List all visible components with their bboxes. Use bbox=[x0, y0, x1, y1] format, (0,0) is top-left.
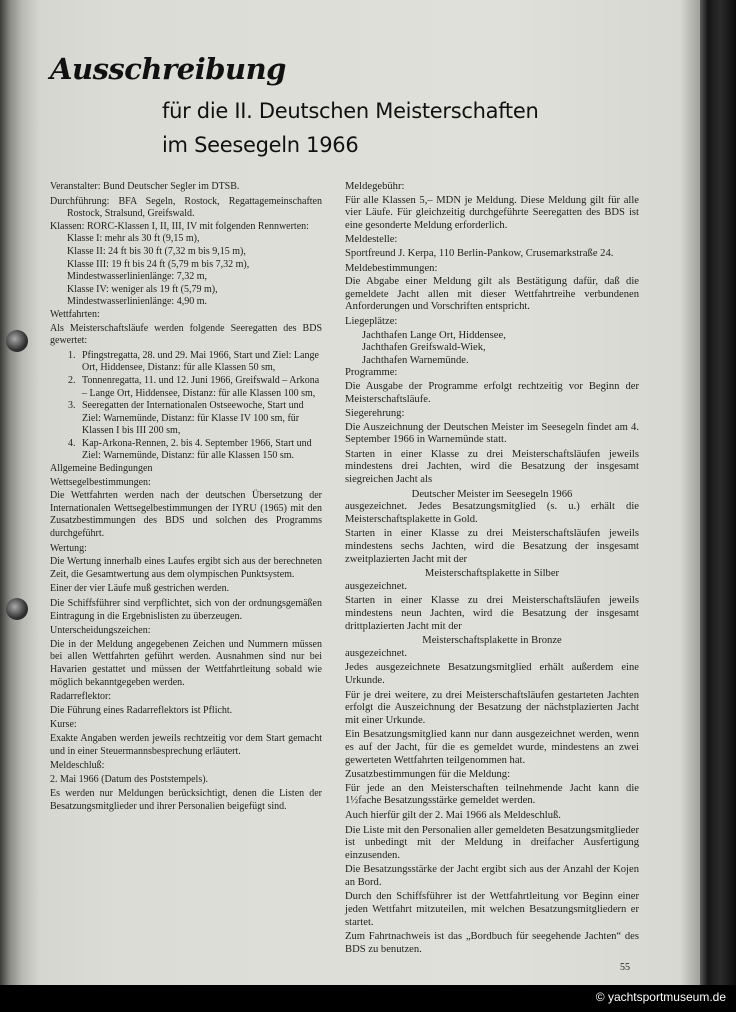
section-heading: Zusatzbestimmungen für die Meldung: bbox=[345, 769, 511, 781]
section-heading: Liegeplätze: bbox=[345, 315, 398, 327]
paragraph: Klasse IV: weniger als 19 ft (5,79 m), bbox=[67, 283, 218, 295]
paragraph: Sportfreund J. Kerpa, 110 Berlin-Pankow, Crusemarkstraße 24. bbox=[345, 247, 614, 259]
item-text: Kap-Arkona-Rennen, 2. bis 4. September 1966, Start und Ziel: Warnemünde, Distanz: für alle Klassen 150 sm. bbox=[82, 437, 312, 462]
paragraph: Starten in einer Klasse zu drei Meisterschaftsläufen jeweils mindestens sechs Jachten, wird die Besatzung der insgesamt zweitplazierten Jacht mit der bbox=[345, 528, 639, 565]
section-heading: Wertung: bbox=[50, 542, 87, 554]
item-number: 2. bbox=[68, 374, 76, 386]
paragraph: Mindestwasserlinienlänge: 7,32 m, bbox=[67, 271, 207, 283]
item-number: 1. bbox=[68, 349, 76, 361]
paragraph: Starten in einer Klasse zu drei Meisterschaftsläufen jeweils mindestens drei Jachten, wird die Besatzung der insgesamt siegreichen Jacht als bbox=[345, 448, 639, 486]
paragraph: Die Wettfahrten werden nach der deutschen Übersetzung der Internationalen Wettsegelbestimmungen der IYRU (1965) mit den Zusatzbestimmungen des BDS und solchen des Programms durchgeführt. bbox=[50, 490, 322, 540]
paragraph: Zum Fahrtnachweis ist das „Bordbuch für seegehende Jachten“ des BDS zu benutzen. bbox=[345, 931, 639, 955]
section-heading: Meldeschluß: bbox=[50, 760, 105, 772]
paragraph: Jachthafen Warnemünde. bbox=[362, 354, 469, 366]
paragraph: Auch hierfür gilt der 2. Mai 1966 als Meldeschluß. bbox=[345, 809, 561, 821]
centered-line: Meisterschaftsplakette in Bronze bbox=[422, 635, 562, 647]
paragraph: Jachthafen Greifswald-Wiek, bbox=[362, 342, 486, 354]
paragraph: Jachthafen Lange Ort, Hiddensee, bbox=[362, 329, 506, 341]
binder-ring bbox=[6, 598, 28, 620]
paragraph: Mindestwasserlinienlänge: 4,90 m. bbox=[67, 296, 207, 308]
paragraph: Für jede an den Meisterschaften teilnehmende Jacht kann die 1½fache Besatzungsstärke gemeldet werden. bbox=[345, 782, 639, 807]
paragraph: 2. Mai 1966 (Datum des Poststempels). bbox=[50, 773, 209, 785]
section-heading: Kurse: bbox=[50, 719, 77, 731]
paragraph: ausgezeichnet. bbox=[345, 647, 408, 659]
paragraph: Exakte Angaben werden jeweils rechtzeitig vor dem Start gemacht und in einer Steuermannsbesprechung erläutert. bbox=[50, 732, 322, 757]
paragraph: Die Ausgabe der Programme erfolgt rechtzeitig vor Beginn der Meisterschaftsläufe. bbox=[345, 380, 639, 405]
paragraph: Es werden nur Meldungen berücksichtigt, denen die Listen der Besatzungsmitglieder und ihrer Personalien beigefügt sind. bbox=[50, 788, 322, 812]
watermark-text: © yachtsportmuseum.de bbox=[595, 990, 726, 1004]
section-heading: Programme: bbox=[345, 367, 398, 379]
section-heading: Meldestelle: bbox=[345, 234, 398, 246]
paragraph: Die Besatzungsstärke der Jacht ergibt sich aus der Anzahl der Kojen an Bord. bbox=[345, 864, 639, 888]
binder-ring bbox=[6, 330, 28, 352]
section-heading: Meldegebühr: bbox=[345, 181, 405, 192]
document-title: Ausschreibung bbox=[50, 52, 286, 86]
item-number: 3. bbox=[68, 400, 76, 412]
paragraph: Jedes ausgezeichnete Besatzungsmitglied erhält außerdem eine Urkunde. bbox=[345, 662, 639, 686]
paragraph: Klassen: RORC-Klassen I, II, III, IV mit folgenden Rennwerten: bbox=[50, 220, 309, 232]
paragraph: Durch den Schiffsführer ist der Wettfahrtleitung vor Beginn einer jeden Wettfahrt mitzuteilen, mit welchen Besatzungsmitgliedern er startet. bbox=[345, 891, 639, 928]
section-heading: Siegerehrung: bbox=[345, 408, 405, 420]
item-number: 4. bbox=[68, 437, 76, 449]
paragraph: Die Wertung innerhalb eines Laufes ergibt sich aus der berechneten Zeit, die Gesamtwertung aus dem olympischen Punktsystem. bbox=[50, 556, 322, 580]
paragraph: Ein Besatzungsmitglied kann nur dann ausgezeichnet werden, wenn es auf der Jacht, für die es gemeldet wurde, mindestens an zwei gewerteten Wettfahrten teilgenommen hat. bbox=[345, 729, 639, 766]
subtitle-line-2: im Seesegeln 1966 bbox=[162, 133, 359, 157]
centered-line: Meisterschaftsplakette in Silber bbox=[424, 568, 560, 580]
section-heading: Radarreflektor: bbox=[50, 691, 112, 703]
centered-line: Deutscher Meister im Seesegeln 1966 bbox=[411, 488, 573, 500]
right-column bbox=[345, 181, 639, 958]
paragraph: Als Meisterschaftsläufe werden folgende Seeregatten des BDS gewertet: bbox=[50, 322, 322, 347]
numbered-item bbox=[50, 438, 322, 463]
paragraph: Klasse I: mehr als 30 ft (9,15 m), bbox=[67, 233, 200, 245]
subtitle-line-1: für die II. Deutschen Meisterschaften bbox=[162, 99, 539, 123]
paragraph: Veranstalter: Bund Deutscher Segler im DTSB. bbox=[50, 181, 240, 192]
item-text: Pfingstregatta, 28. und 29. Mai 1966, Start und Ziel: Lange Ort, Hiddensee, Distanz: für alle Klassen 50 sm, bbox=[82, 349, 319, 374]
paragraph: Klasse II: 24 ft bis 30 ft (7,32 m bis 9,15 m), bbox=[67, 245, 246, 257]
paragraph: Für je drei weitere, zu drei Meisterschaftsläufen gestarteten Jachten erfolgt die Auszeichnung der Besatzung der nächstplazierten Jacht mit einer Urkunde. bbox=[345, 689, 639, 726]
section-heading: Wettfahrten: bbox=[50, 308, 100, 320]
paragraph: ausgezeichnet. Jedes Besatzungsmitglied (s. u.) erhält die Meisterschaftsplakette in Gold. bbox=[345, 501, 639, 525]
section-heading: Allgemeine Bedingungen bbox=[50, 463, 153, 475]
item-text: Tonnenregatta, 11. und 12. Juni 1966, Greifswald – Arkona – Lange Ort, Hiddensee, Distanz: für alle Klassen 100 sm, bbox=[82, 374, 320, 399]
watermark-bar bbox=[0, 985, 736, 1012]
numbered-item bbox=[50, 350, 322, 375]
paragraph: ausgezeichnet. bbox=[345, 580, 408, 592]
section-heading: Meldebestimmungen: bbox=[345, 262, 438, 274]
paragraph: Die Liste mit den Personalien aller gemeldeten Besatzungsmitglieder ist unbedingt mit der Meldung in dreifacher Ausfertigung einzusenden. bbox=[345, 824, 639, 861]
paragraph: Die Auszeichnung der Deutschen Meister im Seesegeln findet am 4. September 1966 in Warnemünde statt. bbox=[345, 421, 639, 446]
section-heading: Wettsegelbestimmungen: bbox=[50, 476, 151, 488]
paragraph: Die in der Meldung angegebenen Zeichen und Nummern müssen bei allen Wettfahrten geführt werden. Ausnahmen sind nur bei Havarien gestattet und müssen der Wettfahrtleitung sobald wie möglich bekanntgegeben werden. bbox=[50, 638, 322, 688]
paragraph: Die Führung eines Radarreflektors ist Pflicht. bbox=[50, 704, 233, 716]
paragraph: Starten in einer Klasse zu drei Meisterschaftsläufen jeweils mindestens neun Jachten, wird die Besatzung der insgesamt drittplazierten Jacht mit der bbox=[345, 595, 639, 632]
paragraph: Einer der vier Läufe muß gestrichen werden. bbox=[50, 583, 230, 595]
left-column bbox=[50, 181, 322, 816]
paragraph: Die Schiffsführer sind verpflichtet, sich von der ordnungsgemäßen Eintragung in die Ergebnislisten zu überzeugen. bbox=[50, 598, 322, 622]
section-heading: Unterscheidungszeichen: bbox=[50, 625, 151, 637]
paragraph: Klasse III: 19 ft bis 24 ft (5,79 m bis 7,32 m), bbox=[67, 258, 250, 270]
paragraph: Durchführung: BFA Segeln, Rostock, Regattagemeinschaften Rostock, Stralsund, Greifswald. bbox=[50, 195, 322, 220]
numbered-item bbox=[50, 400, 322, 438]
item-text: Seeregatten der Internationalen Ostseewoche, Start und Ziel: Warnemünde, Distanz: für Klasse IV 100 sm, für Klassen I bis III 200 sm, bbox=[82, 400, 304, 437]
paragraph: Für alle Klassen 5,– MDN je Meldung. Diese Meldung gilt für alle vier Läufe. Für gleichzeitig durchgeführte Seeregatten des BDS ist eine gesonderte Meldung erforderlich. bbox=[345, 194, 639, 231]
numbered-item bbox=[50, 375, 322, 400]
page-number: 55 bbox=[620, 962, 630, 973]
paragraph: Die Abgabe einer Meldung gilt als Bestätigung dafür, daß die gemeldete Jacht allen mit dieser Wettfahrtreihe verbundenen Anforderungen und Vorschriften entspricht. bbox=[345, 276, 639, 313]
book-edge bbox=[700, 0, 736, 985]
